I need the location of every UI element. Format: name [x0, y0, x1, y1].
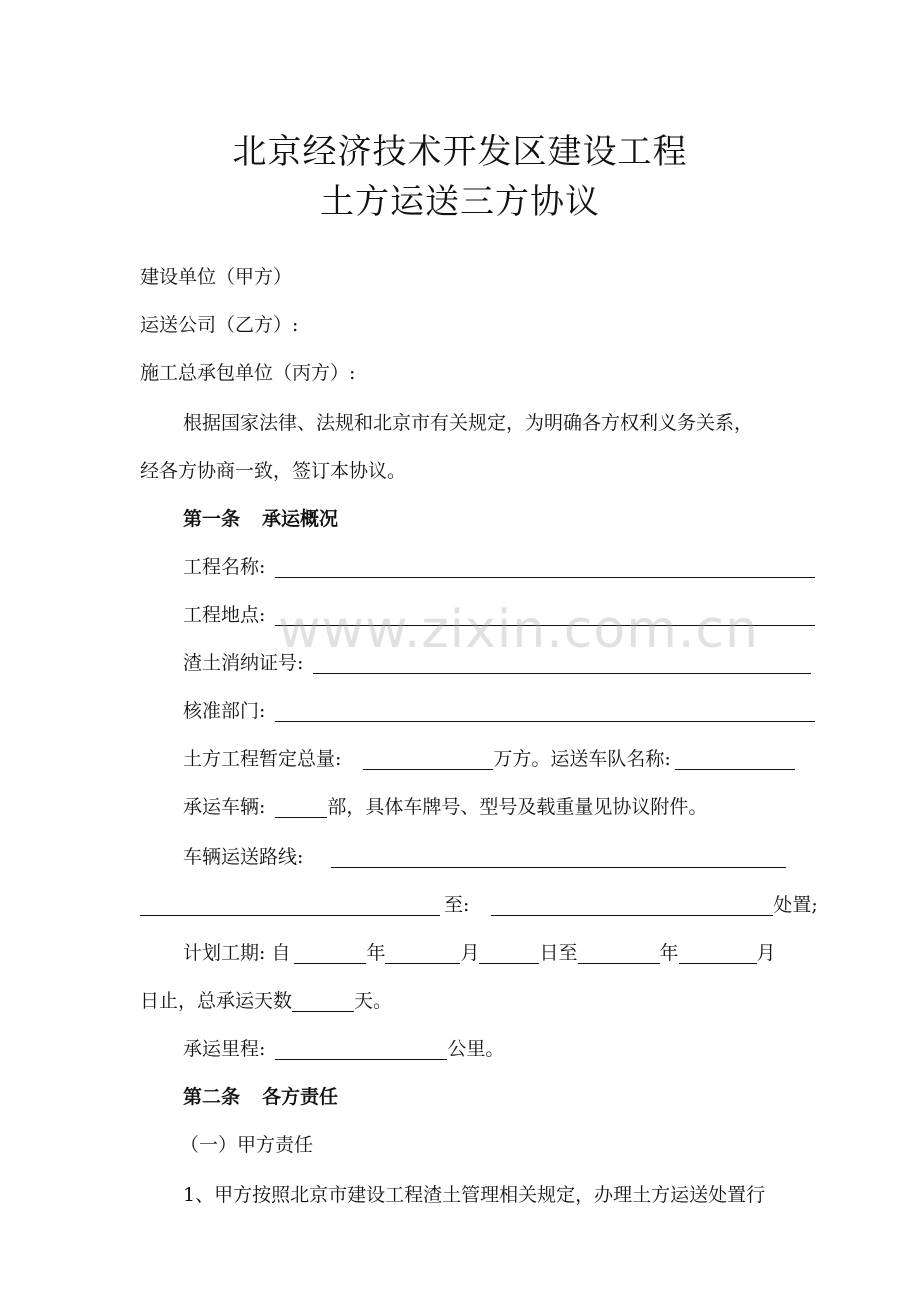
- project-name-label: 工程名称:: [183, 556, 266, 578]
- doc-title-line1: 北京经济技术开发区建设工程: [232, 132, 688, 172]
- approval-dept-label: 核准部门:: [183, 700, 266, 722]
- intro-line1: 根据国家法律、法规和北京市有关规定，为明确各方权利义务关系，: [183, 412, 754, 434]
- article2-heading: [183, 1082, 338, 1112]
- start-year-label: 年: [366, 942, 386, 964]
- party-a-label: 建设单位（甲方）: [140, 266, 293, 288]
- start-day-blank[interactable]: [479, 941, 539, 964]
- vehicles-row: [183, 792, 707, 822]
- km-label: 公里。: [447, 1038, 505, 1060]
- to-label: 至:: [444, 894, 470, 916]
- start-month-blank[interactable]: [385, 941, 460, 964]
- mileage-label: 承运里程:: [183, 1038, 266, 1060]
- article1-number: 第一条: [183, 508, 241, 530]
- approval-dept-blank[interactable]: [275, 699, 815, 722]
- disposal-cert-label: 渣土消纳证号:: [183, 652, 304, 674]
- volume-unit-label: 万方。运送车队名称:: [493, 748, 671, 770]
- end-year-label: 年: [659, 942, 679, 964]
- earth-volume-label: 土方工程暂定总量:: [183, 748, 342, 770]
- vehicles-rest-label: 部，具体车牌号、型号及载重量见协议附件。: [327, 796, 708, 818]
- article1-heading: [183, 504, 338, 534]
- end-day-label: 日止，总承运天数: [140, 990, 293, 1012]
- party-a-duties-heading: （一）甲方责任: [180, 1134, 314, 1156]
- route-destination-row: [140, 890, 818, 920]
- mileage-row: [183, 1034, 504, 1064]
- duty-item1: 1、甲方按照北京市建设工程渣土管理相关规定，办理土方运送处置行: [183, 1184, 766, 1206]
- end-month-label: 月: [756, 942, 776, 964]
- project-name-row: [183, 552, 815, 582]
- party-b-label: 运送公司（乙方）:: [140, 314, 299, 336]
- route-row: [183, 842, 786, 872]
- intro-line2: 经各方协商一致，签订本协议。: [140, 460, 407, 482]
- route-origin-blank[interactable]: [140, 893, 440, 916]
- days-label: 天。: [354, 990, 393, 1012]
- route-destination-blank[interactable]: [491, 893, 773, 916]
- start-month-label: 月: [460, 942, 480, 964]
- end-year-blank[interactable]: [578, 941, 660, 964]
- day-to-label: 日至: [539, 942, 578, 964]
- watermark-text: www.zixin.com.cn: [278, 600, 759, 660]
- start-year-blank[interactable]: [294, 941, 366, 964]
- vehicles-label: 承运车辆:: [183, 796, 266, 818]
- total-days-blank[interactable]: [292, 989, 354, 1012]
- route-blank[interactable]: [331, 845, 786, 868]
- article2-title: 各方责任: [262, 1086, 339, 1108]
- schedule-row: [183, 938, 776, 968]
- project-name-blank[interactable]: [275, 555, 815, 578]
- approval-dept-row: [183, 696, 815, 726]
- disposal-label: 处置;: [773, 894, 818, 916]
- party-c-label: 施工总承包单位（丙方）:: [140, 362, 356, 384]
- fleet-name-blank[interactable]: [675, 747, 795, 770]
- mileage-blank[interactable]: [275, 1037, 447, 1060]
- earth-volume-row: [183, 744, 795, 774]
- article2-number: 第二条: [183, 1086, 241, 1108]
- doc-title-line2: 土方运送三方协议: [320, 182, 600, 222]
- earth-volume-blank[interactable]: [363, 747, 493, 770]
- route-label: 车辆运送路线:: [183, 846, 304, 868]
- schedule-label: 计划工期: 自: [183, 942, 291, 964]
- project-location-label: 工程地点:: [183, 604, 266, 626]
- vehicle-count-blank[interactable]: [275, 795, 327, 818]
- end-month-blank[interactable]: [679, 941, 757, 964]
- article1-title: 承运概况: [262, 508, 339, 530]
- schedule-row2: [140, 986, 392, 1016]
